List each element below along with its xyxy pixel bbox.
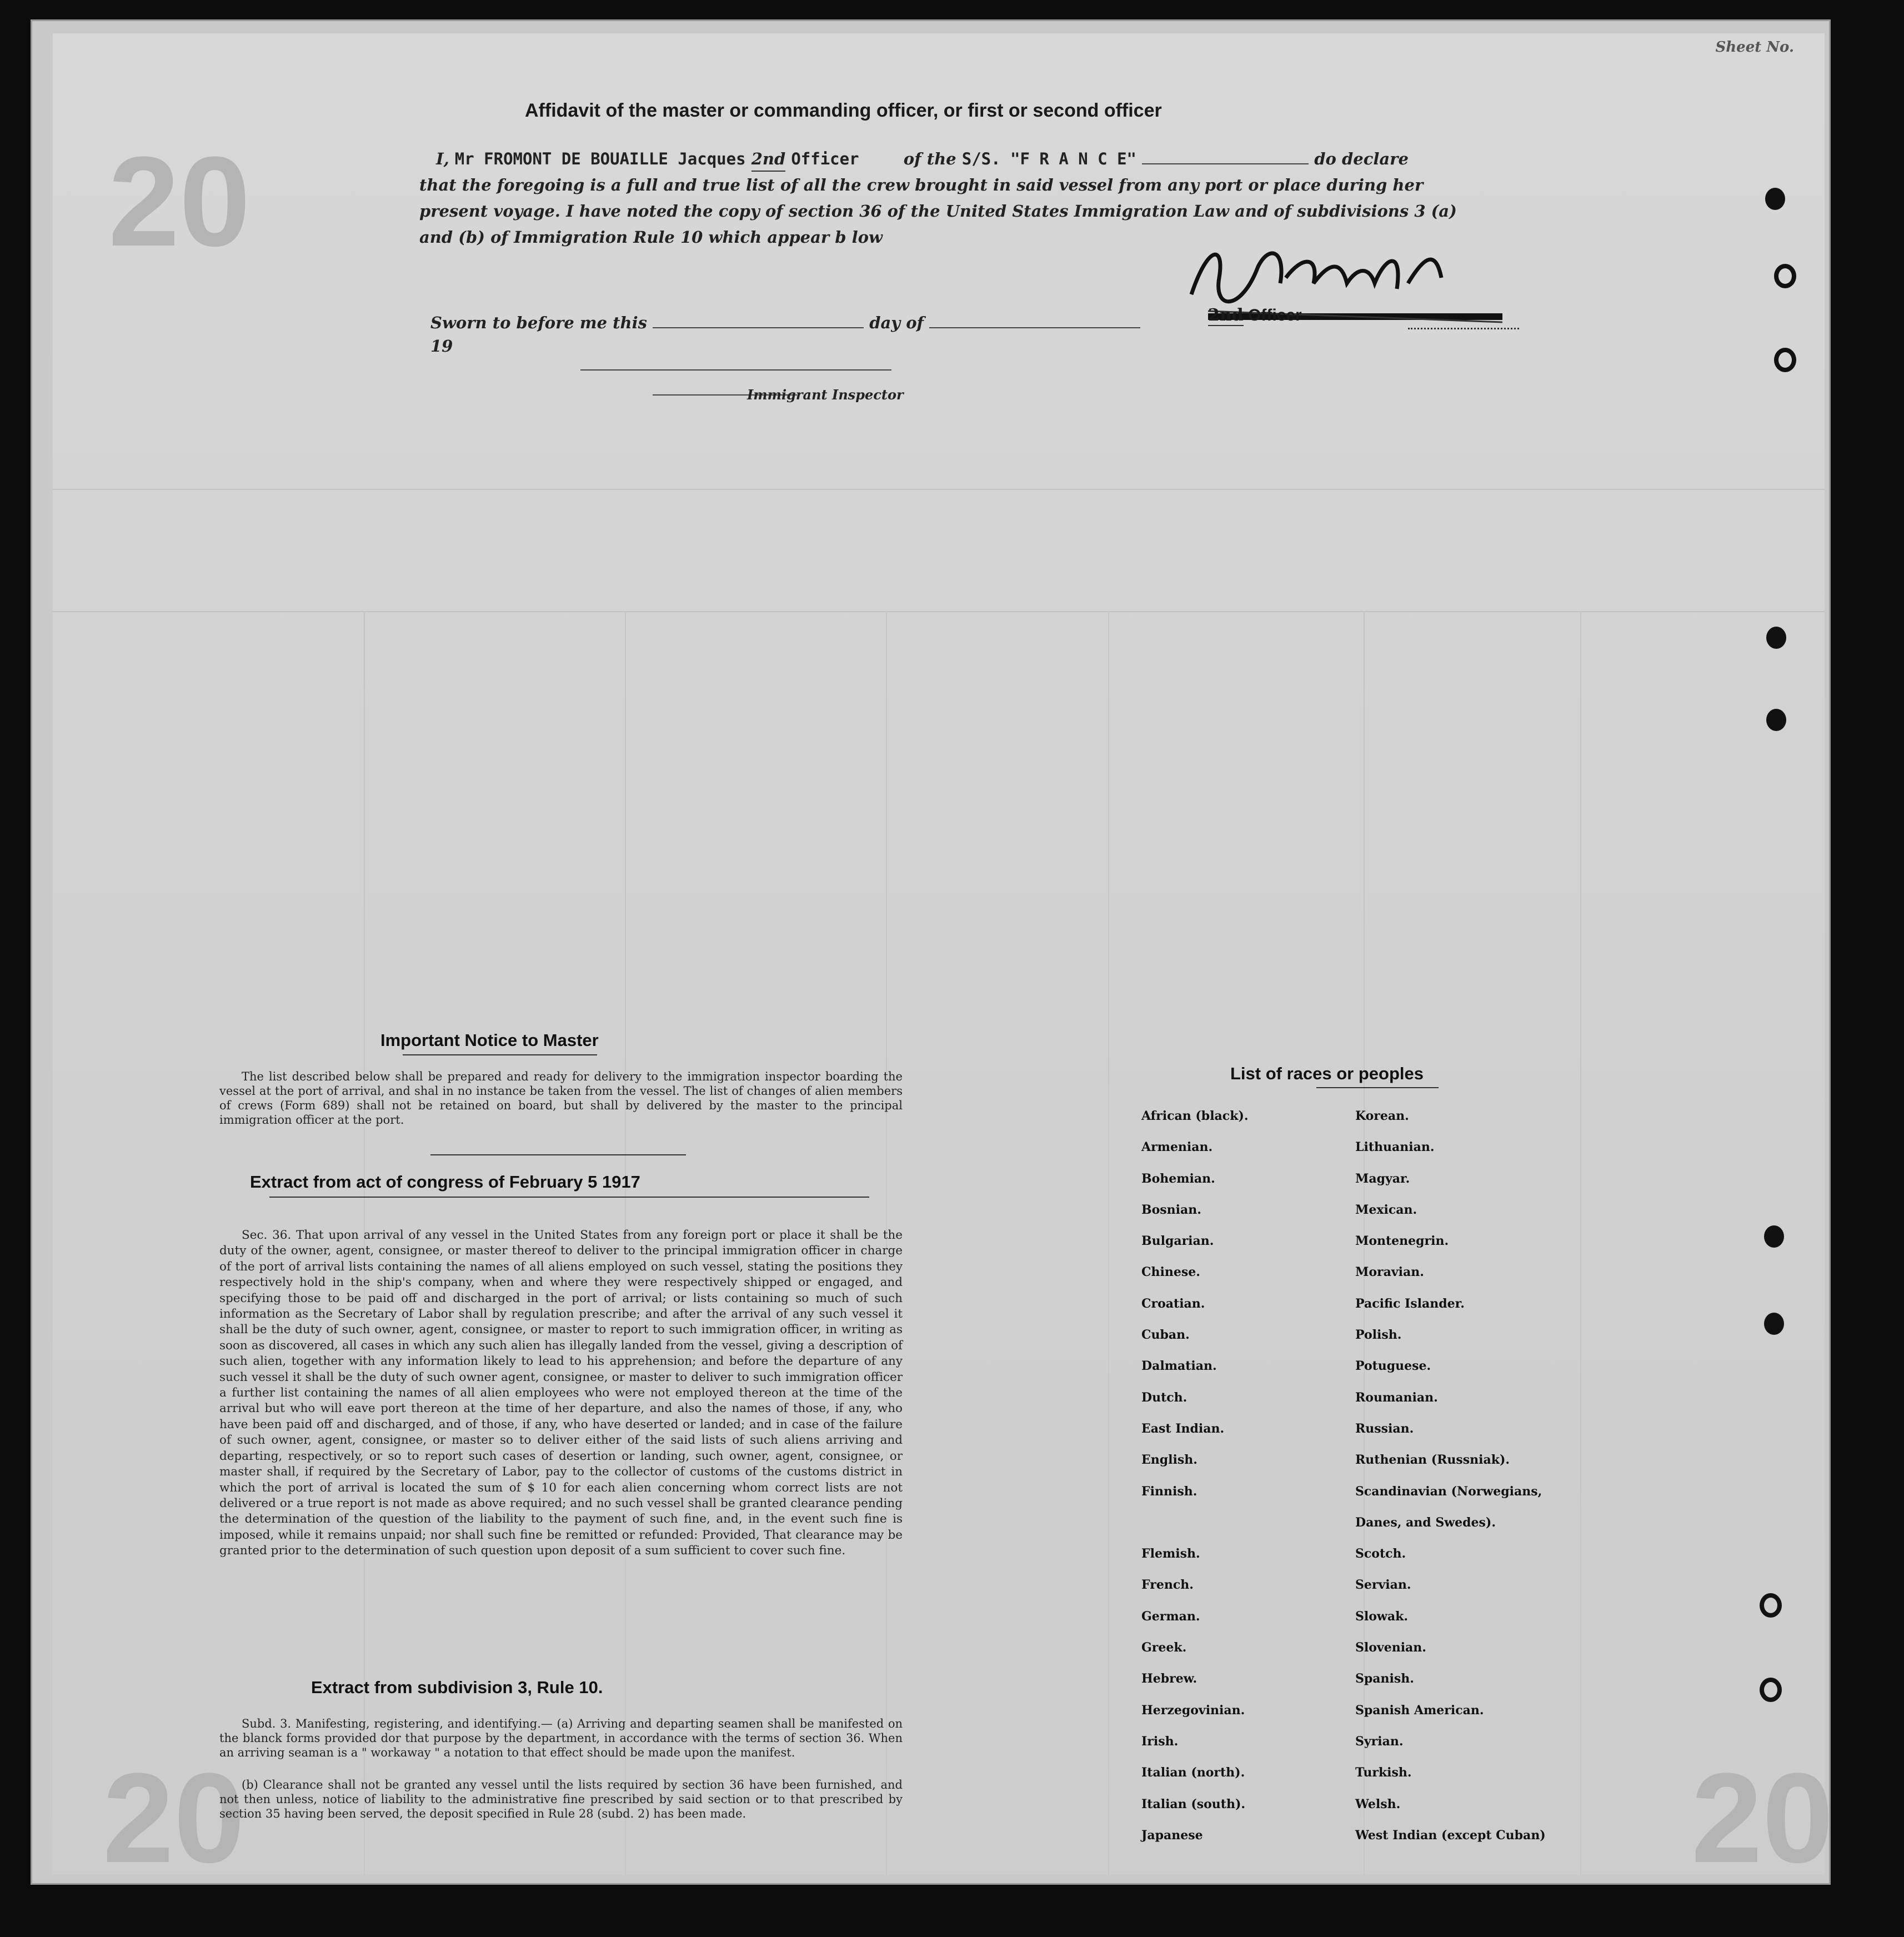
races-title-underline — [1316, 1087, 1439, 1088]
notice-title-underline — [403, 1054, 597, 1055]
signer-dotted-line — [1408, 328, 1519, 329]
races-column-1 — [1141, 1108, 1364, 1859]
race-entry: German. — [1141, 1609, 1200, 1624]
officer-rank: Officer — [791, 149, 859, 168]
race-entry: Ruthenian (Russniak). — [1355, 1453, 1510, 1468]
extract-divider — [430, 1154, 686, 1155]
bleed-through-line — [53, 611, 1825, 612]
race-entry: Welsh. — [1355, 1796, 1401, 1811]
punch-hole — [1766, 709, 1786, 731]
race-entry: Servian. — [1355, 1578, 1411, 1593]
race-entry: Lithuanian. — [1355, 1140, 1435, 1155]
race-entry: Cuban. — [1141, 1328, 1190, 1343]
punch-hole — [1764, 1225, 1784, 1248]
affidavit-line-4: and (b) of Immigration Rule 10 which appear b low — [419, 228, 883, 247]
signer-title-handwritten: 2nd — [1208, 306, 1244, 325]
race-entry: West Indian (except Cuban) — [1355, 1828, 1546, 1843]
race-entry: African (black). — [1141, 1109, 1249, 1123]
inspector-label: Immigrant Inspector — [747, 387, 904, 403]
race-entry: Japanese — [1141, 1828, 1203, 1843]
race-entry: Irish. — [1141, 1734, 1179, 1749]
sworn-line — [430, 311, 1153, 358]
race-entry: Polish. — [1355, 1328, 1402, 1343]
rule-10-text-a: Subd. 3. Manifesting, registering, and identifying.— (a) Arriving and departing seamen shall be manifested on the blanck forms provided dor that purpose by the department, in accordance with the terms of section 36. When an arriving seaman is a " workaway " a notation to that effect should be made upon the manifest. — [219, 1717, 903, 1759]
sworn-year-label: 19 — [430, 337, 453, 356]
race-entry: Potuguese. — [1355, 1359, 1431, 1374]
race-entry: Flemish. — [1141, 1546, 1200, 1561]
race-entry: Slowak. — [1355, 1609, 1409, 1624]
signer-title-block — [1208, 306, 1302, 326]
notice-text: The list described below shall be prepared and ready for delivery to the immigration inspector boarding the vessel at the port of arrival, and shal in no instance be taken from the vessel. The list of changes of alien members of crews (Form 689) shall not be retained on board, but shall by delivered by the master to the principal immigration officer at the port. — [219, 1070, 903, 1127]
affidavit-line-1 — [436, 147, 1575, 172]
sworn-day-label: day of — [869, 313, 924, 332]
race-entry: Spanish. — [1355, 1671, 1414, 1686]
notice-title: Important Notice to Master — [380, 1030, 599, 1050]
race-entry: Chinese. — [1141, 1265, 1200, 1280]
race-entry: Herzegovinian. — [1141, 1703, 1245, 1718]
extract-act-title: Extract from act of congress of February 5 1917 — [250, 1172, 640, 1192]
stamped-number-bottom-left: 20 — [103, 1746, 245, 1889]
race-entry: Syrian. — [1355, 1734, 1404, 1749]
inspector-signature-line — [580, 369, 891, 371]
punch-hole — [1765, 188, 1785, 210]
race-entry: Armenian. — [1141, 1140, 1213, 1155]
race-entry: Bosnian. — [1141, 1202, 1201, 1217]
race-entry: Moravian. — [1355, 1265, 1424, 1280]
race-entry: East Indian. — [1141, 1421, 1225, 1436]
bleed-through-line — [53, 489, 1825, 490]
signer-title: Officer — [1248, 306, 1302, 324]
race-entry: French. — [1141, 1578, 1194, 1593]
race-entry: Danes, and Swedes). — [1355, 1515, 1496, 1530]
race-entry: Montenegrin. — [1355, 1234, 1449, 1249]
officer-rank-handwritten: 2nd — [751, 147, 786, 172]
extract-act-underline — [269, 1197, 869, 1198]
sworn-prefix: Sworn to before me this — [430, 313, 647, 332]
punch-hole — [1760, 1593, 1782, 1618]
race-entry — [1141, 1515, 1364, 1546]
race-entry: Mexican. — [1355, 1202, 1417, 1217]
race-entry: Bulgarian. — [1141, 1234, 1214, 1249]
vessel-name: S/S. "F R A N C E" — [961, 149, 1137, 168]
race-entry: Croatian. — [1141, 1296, 1205, 1311]
of-the-label: of the — [903, 149, 956, 168]
race-entry: Pacific Islander. — [1355, 1296, 1465, 1311]
race-entry: Roumanian. — [1355, 1390, 1438, 1405]
extract-rule-title: Extract from subdivision 3, Rule 10. — [311, 1678, 603, 1697]
race-entry: Dalmatian. — [1141, 1359, 1217, 1374]
affidavit-prefix: I, — [436, 149, 449, 168]
section-36-text: Sec. 36. That upon arrival of any vessel in the United States from any foreign port or place it shall be the duty of the owner, agent, consignee, or master thereof to deliver to the principal immigration officer in charge of the port of arrival lists containing the names of all aliens employed on such vessel, stating the positions they respectively hold in the ship's company, when and where they were respectively shipped or engaged, and specifying those to be paid off and discharged in the port of arrival; or lists containing so much of such information as the Secretary of Labor shall by regulation prescribe; and after the arrival of any such vessel it shall be the duty of such owner, agent, consignee, or master to report to such immigration officer, in writing as soon as discovered, all cases in which any such alien has illegally landed from the vessel, giving a description of such alien, together with any information likely to lead to his apprehension; and before the departure of any such vessel it shall be the duty of such owner agent, consignee, or master to deliver to such immigration officer a further list containing the names of all alien employees who were not employed thereon at the time of the arrival but who will eave port thereon at the time of her departure, and also the names of those, if any, who have been paid off and discharged, and of those, if any, who have deserted or landed; and in case of the failure of such owner, agent, consignee, or master so to deliver either of the said lists of such aliens arriving and departing, respectively, or so to report such cases of desertion or landing, such owner, agent, consignee, or master shall, if required by the Secretary of Labor, pay to the collector of customs of the customs district in which the port of arrival is located the sum of $ 10 for each alien concerning whom correct lists are not delivered or a true report is not made as above required; and no such vessel shall be granted clearance pending the determination of the question of the liability to the payment of such fine, and, in the event such fine is imposed, while it remains unpaid; nor shall such fine be remitted or refunded: Provided, That clearance may be granted prior to the determination of such question upon deposit of a sum sufficient to cover such fine. — [219, 1228, 903, 1558]
punch-hole — [1764, 1313, 1784, 1335]
rule-10-text-b: (b) Clearance shall not be granted any vessel until the lists required by section 36 have been furnished, and not then unless, notice of liability to the administrative fine prescribed by said section or to that prescribed by section 35 having been served, the deposit specified in Rule 28 (subd. 2) has been made. — [219, 1778, 903, 1820]
race-entry: Slovenian. — [1355, 1640, 1426, 1655]
race-entry: Scandinavian (Norwegians, — [1355, 1484, 1542, 1499]
officer-name: Mr FROMONT DE BOUAILLE Jacques — [454, 149, 746, 168]
affidavit-line-2: that the foregoing is a full and true list of all the crew brought in said vessel from any port or place during her — [419, 176, 1424, 194]
affidavit-line-3: present voyage. I have noted the copy of section 36 of the United States Immigration Law and of subdivisions 3 (a) — [419, 202, 1457, 221]
race-entry: Dutch. — [1141, 1390, 1188, 1405]
bleed-through-column — [1108, 611, 1109, 1875]
race-entry: Spanish American. — [1355, 1703, 1484, 1718]
race-entry: Greek. — [1141, 1640, 1187, 1655]
affidavit-sheet — [53, 33, 1833, 1889]
sheet-number-label: Sheet No. — [1715, 39, 1794, 56]
races-title: List of races or peoples — [1230, 1064, 1424, 1083]
race-entry: Hebrew. — [1141, 1671, 1197, 1686]
race-entry: Scotch. — [1355, 1546, 1406, 1561]
declare-label: do declare — [1314, 149, 1409, 168]
race-entry: Magyar. — [1355, 1171, 1410, 1186]
race-entry: Turkish. — [1355, 1765, 1412, 1780]
race-entry: Finnish. — [1141, 1484, 1197, 1499]
punch-hole — [1766, 627, 1786, 649]
race-entry: English. — [1141, 1453, 1197, 1468]
affidavit-title: Affidavit of the master or commanding officer, or first or second officer — [525, 100, 1162, 121]
race-entry: Russian. — [1355, 1421, 1414, 1436]
race-entry: Korean. — [1355, 1109, 1409, 1123]
race-entry: Italian (south). — [1141, 1796, 1246, 1811]
stamped-number-bottom-right: 20 — [1691, 1746, 1833, 1889]
signature-text — [1180, 267, 1248, 290]
punch-hole — [1774, 348, 1796, 372]
punch-hole — [1760, 1678, 1782, 1702]
race-entry: Italian (north). — [1141, 1765, 1245, 1780]
races-column-2 — [1355, 1108, 1644, 1859]
race-entry: Bohemian. — [1141, 1171, 1215, 1186]
stamped-number-top: 20 — [108, 130, 250, 273]
punch-hole — [1774, 264, 1796, 288]
